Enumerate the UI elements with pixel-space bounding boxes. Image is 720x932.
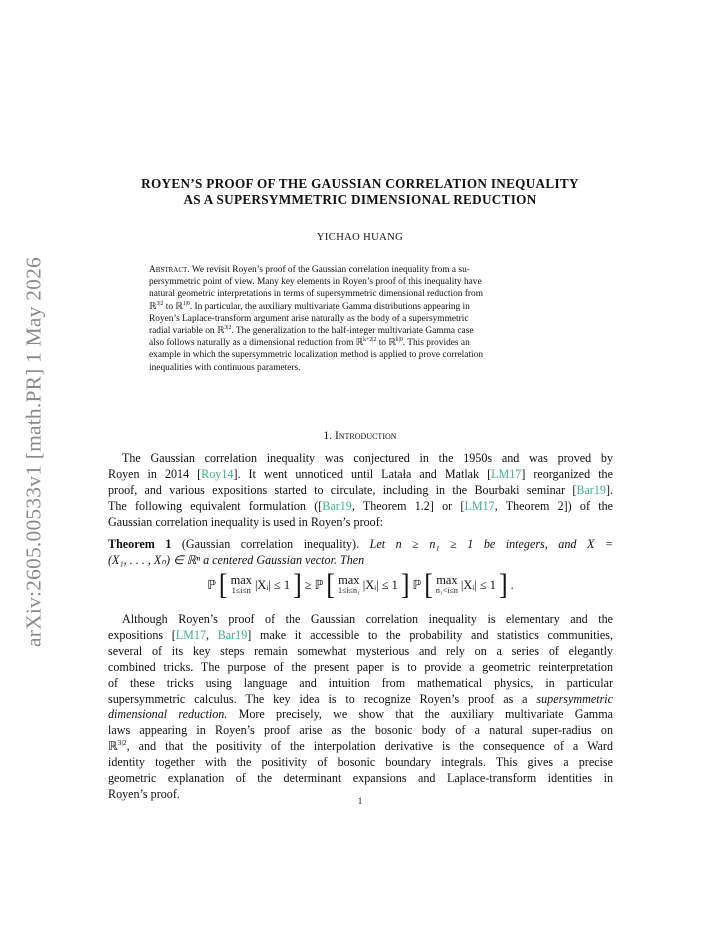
arxiv-stamp-text[interactable]: arXiv:2605.00533v1 [math.PR] 1 May 2026 bbox=[21, 257, 46, 647]
title-line-1: ROYEN’S PROOF OF THE GAUSSIAN CORRELATION INEQUALITY bbox=[141, 176, 579, 191]
theorem-label: Theorem 1 bbox=[108, 537, 172, 551]
author-name: YICHAO HUANG bbox=[316, 232, 404, 243]
intro-paragraph-2: Although Royen’s proof of the Gaussian correlation inequality is elementary and the expositions [LM17, Bar19] make it accessible to the probability and statistics communities, several of its key steps remain somewhat mysterious and rely on a series of elegantly combined tricks. The purpose of the present paper is to provide a geometric reinterpretation of these tricks using language and intuition from mathematical physics, in particular supersymmetric calculus. The key idea is to recognize Royen’s proof as a supersymmetric dimensional reduction. More precisely, we show that the auxiliary multivariate Gamma laws appearing in Royen’s proof arise as the bosonic body of a natural super-radius on ℝ$^{3|2}$, and that the positivity of the interpolation derivative is the consequence of a Ward identity together with the positivity of bosonic boundary integrals. This gives a precise geometric explanation of the determinant expansions and Laplace-transform identities in Royen’s proof. bbox=[108, 612, 613, 801]
citation-bar19[interactable]: Bar19 bbox=[217, 627, 248, 642]
abstract: Abstract. We revisit Royen’s proof of the Gaussian correlation inequality from a su- persymmetric point of view. Many key elements in Royen’s proof of this inequality have natural geometric interpretations in terms of supersymmetric dimensional reduction from ℝ$^{3|2}$ to ℝ$^{1|0}$. In particular, the auxiliary multivariate Gamma distributions appearing in Royen’s Laplace-transform argument arise naturally as the body of a supersymmetric radial variable on ℝ$^{3|2}$. The generalization to the half-integer multivariate Gamma case also follows naturally as a dimensional reduction from ℝ$^{k+2|2}$ to ℝ$^{k|0}$. This provides an example in which the supersymmetric localization method is applied to prove correlation inequalities with continuous parameters. bbox=[149, 265, 484, 373]
citation-lm17[interactable]: LM17 bbox=[491, 466, 522, 481]
citation-lm17[interactable]: LM17 bbox=[464, 498, 495, 513]
gaussian-correlation-formula: ℙ [ max 1≤i≤n |Xᵢ| ≤ 1 ] ≥ ℙ [ max 1≤i≤n₁ |Xᵢ| ≤ 1 ] ℙ [ max n₁<i≤n |Xᵢ| ≤ 1 ] . bbox=[207, 567, 514, 602]
paper-title bbox=[100, 176, 620, 208]
page-number: 1 bbox=[357, 796, 363, 806]
citation-bar19[interactable]: Bar19 bbox=[322, 498, 352, 513]
abstract-label: Abstract. bbox=[149, 265, 190, 275]
citation-bar19[interactable]: Bar19 bbox=[576, 482, 606, 497]
section-heading-introduction: 1. Introduction bbox=[323, 430, 397, 442]
citation-roy14[interactable]: Roy14 bbox=[201, 466, 234, 481]
theorem-1: Theorem 1 (Gaussian correlation inequality). Let n ≥ n₁ ≥ 1 be integers, and X = (X₁, . . . , Xₙ) ∈ ℝⁿ a centered Gaussian vector. Then bbox=[108, 537, 614, 567]
citation-lm17[interactable]: LM17 bbox=[175, 627, 207, 642]
intro-paragraph-1: The Gaussian correlation inequality was conjectured in the 1950s and was proved by Royen in 2014 [Roy14]. It went unnoticed until Latała and Matlak [LM17] reorganized the proof, and various expositions started to circulate, including in the Bourbaki seminar [Bar19]. The following equivalent formulation ([Bar19, Theorem 1.2] or [LM17, Theorem 2]) of the Gaussian correlation inequality is used in Royen’s proof: bbox=[108, 451, 614, 529]
title-line-2: AS A SUPERSYMMETRIC DIMENSIONAL REDUCTION bbox=[183, 192, 537, 207]
